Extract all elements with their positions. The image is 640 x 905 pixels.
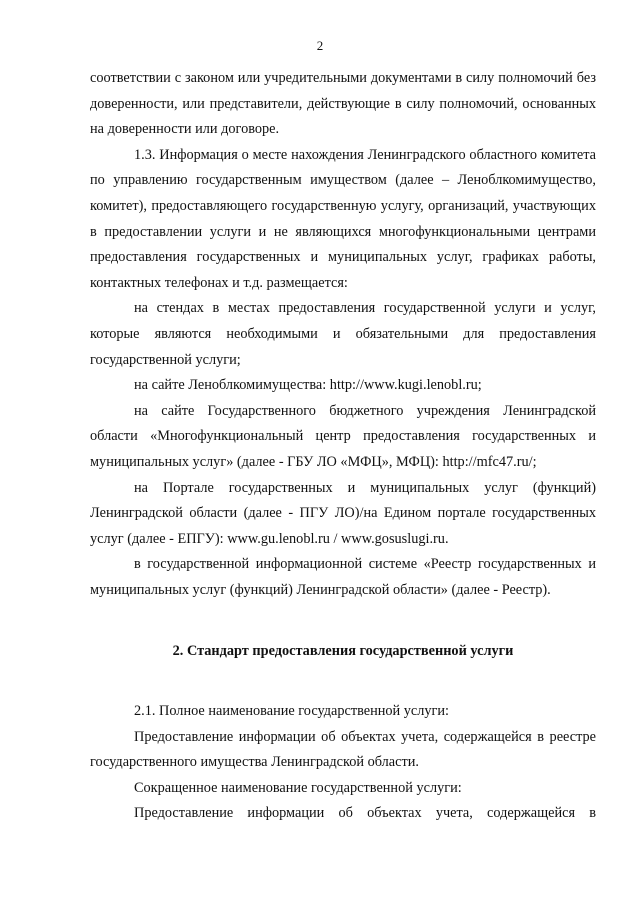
paragraph-full-name: Предоставление информации об объектах учета, содержащейся в реестре государственного имущества Ленинградской области. (90, 728, 596, 771)
paragraph-kugi-site: на сайте Леноблкомимущества: http://www.kugi.lenobl.ru; (134, 377, 482, 394)
page-number: 2 (316, 38, 324, 53)
paragraph-short-name-label: Сокращенное наименование государственной услуги: (134, 779, 462, 796)
section-heading: 2. Стандарт предоставления государственной услуги (172, 643, 514, 660)
paragraph-continuation: соответствии с законом или учредительными документами в силу полномочий без доверенности, или представители, действующие в силу полномочий, основанных на доверенности или договоре. (90, 70, 596, 138)
paragraph-registry: в государственной информационной системе «Реестр государственных и муниципальных услуг (функций) Ленинградской области» (далее - Реестр). (90, 556, 596, 598)
paragraph-stands: на стендах в местах предоставления государственной услуги и услуг, которые являются необходимыми и обязательными для предоставления государственной услуги; (90, 300, 596, 368)
paragraph-1-3: 1.3. Информация о месте нахождения Ленинградского областного комитета по управлению государственным имуществом (далее – Леноблкомимущество, комитет), предоставляющего государственную услугу, организаций, участвующих в предоставлении услуги и не являющихся многофункциональными центрами предоставления государственных и муниципальных услуг, графиках работы, контактных телефонах и т.д. размещается: (90, 146, 596, 291)
paragraph-portal: на Портале государственных и муниципальных услуг (функций) Ленинградской области (далее - ПГУ ЛО)/на Едином портале государственных услуг (далее - ЕПГУ): www.gu.lenobl.ru / www.gosuslugi.ru. (90, 479, 596, 547)
paragraph-short-name: Предоставление информации об объектах учета, содержащейся в (134, 805, 596, 822)
document-body (90, 66, 596, 827)
paragraph-2-1: 2.1. Полное наименование государственной услуги: (134, 703, 450, 720)
paragraph-mfc-site: на сайте Государственного бюджетного учреждения Ленинградской области «Многофункциональный центр предоставления государственных и муниципальных услуг» (далее - ГБУ ЛО «МФЦ», МФЦ): http://mfc47.ru/; (90, 402, 596, 470)
